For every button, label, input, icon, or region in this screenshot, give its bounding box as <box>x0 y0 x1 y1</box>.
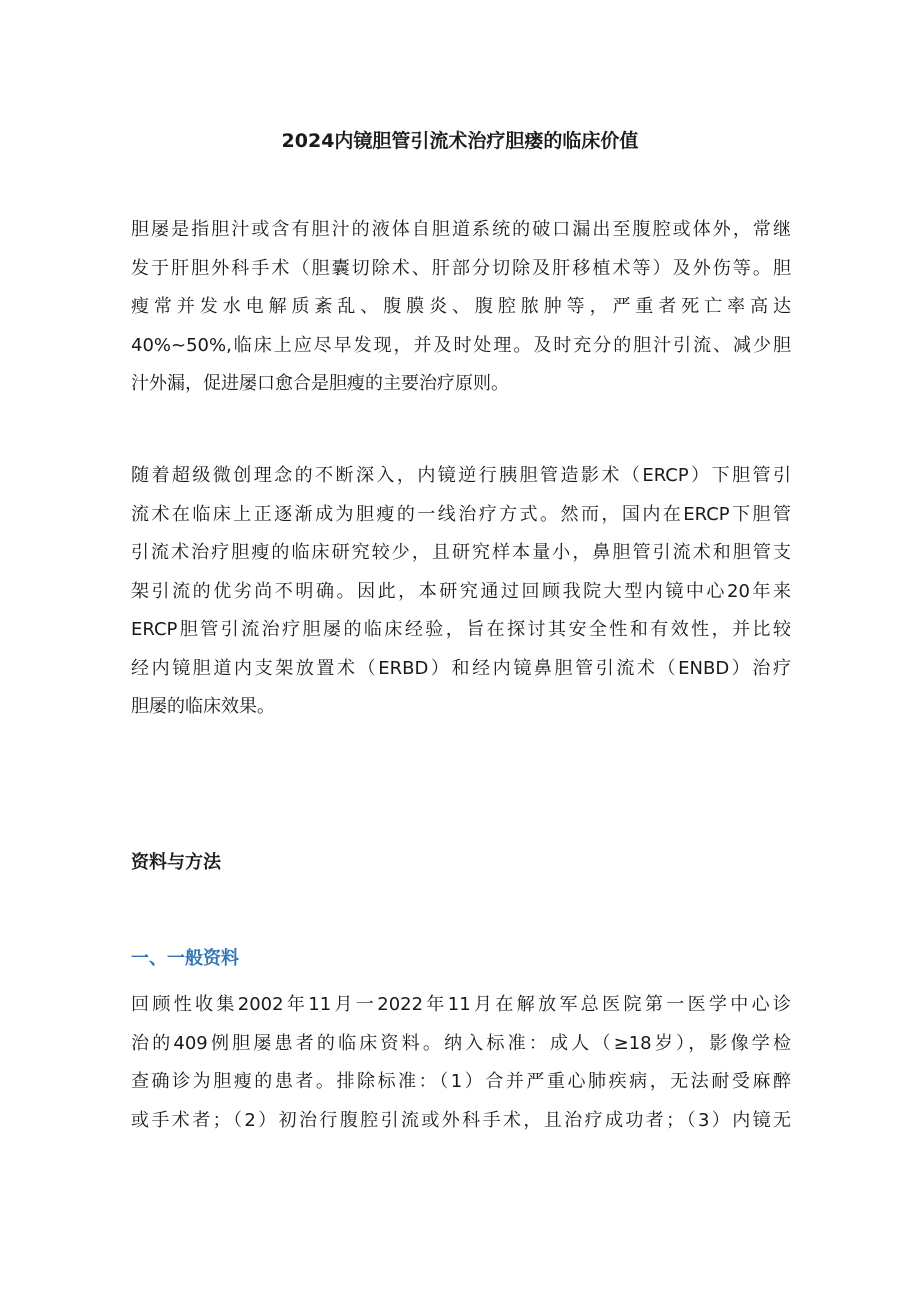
text-line: 引流术治疗胆瘦的临床研究较少，且研究样本量小，鼻胆管引流术和胆管支 <box>131 542 791 563</box>
section-heading: 资料与方法 <box>131 852 221 873</box>
text-line: 查确诊为胆瘦的患者。排除标准：（1）合并严重心肺疾病，无法耐受麻醉 <box>131 1071 791 1092</box>
text-line: 或手术者；（2）初治行腹腔引流或外科手术，且治疗成功者；（3）内镜无 <box>131 1109 791 1131</box>
text-line: 胆屡的临床效果。 <box>131 696 275 717</box>
intro-paragraph <box>131 211 791 404</box>
text-line: 胆屡是指胆汁或含有胆汁的液体自胆道系统的破口漏出至腹腔或体外，常继 <box>131 219 791 240</box>
text-line: 发于肝胆外科手术（胆囊切除术、肝部分切除及肝移植术等）及外伤等。胆 <box>131 257 791 279</box>
text-line: 经内镜胆道内支架放置术（ERBD）和经内镜鼻胆管引流术（ENBD）治疗 <box>131 657 791 679</box>
document-title: 2024内镜胆管引流术治疗胆瘘的临床价值 <box>281 130 639 152</box>
text-line: 流术在临床上正逐渐成为胆瘦的一线治疗方式。然而，国内在ERCP下胆管 <box>131 503 791 525</box>
subsection-heading: 一、一般资料 <box>131 948 239 969</box>
text-line: 瘦常并发水电解质紊乱、腹膜炎、腹腔脓肿等，严重者死亡率高达 <box>131 296 791 317</box>
background-paragraph <box>131 457 791 727</box>
text-line: 治的409例胆屡患者的临床资料。纳入标准：成人（≥18岁），影像学检 <box>131 1032 791 1054</box>
text-line: 架引流的优劣尚不明确。因此，本研究通过回顾我院大型内镜中心20年来 <box>131 580 791 602</box>
text-line: 汁外漏，促进屡口愈合是胆瘦的主要治疗原则。 <box>131 373 509 394</box>
text-line: 随着超级微创理念的不断深入，内镜逆行胰胆管造影术（ERCP）下胆管引 <box>131 465 791 486</box>
general-info-paragraph <box>131 986 791 1140</box>
text-line: 40%~50%,临床上应尽早发现，并及时处理。及时充分的胆汁引流、减少胆 <box>131 334 791 356</box>
text-line: 回顾性收集2002年11月一2022年11月在解放军总医院第一医学中心诊 <box>131 994 791 1015</box>
text-line: ERCP胆管引流治疗胆屡的临床经验，旨在探讨其安全性和有效性，并比较 <box>131 619 791 640</box>
